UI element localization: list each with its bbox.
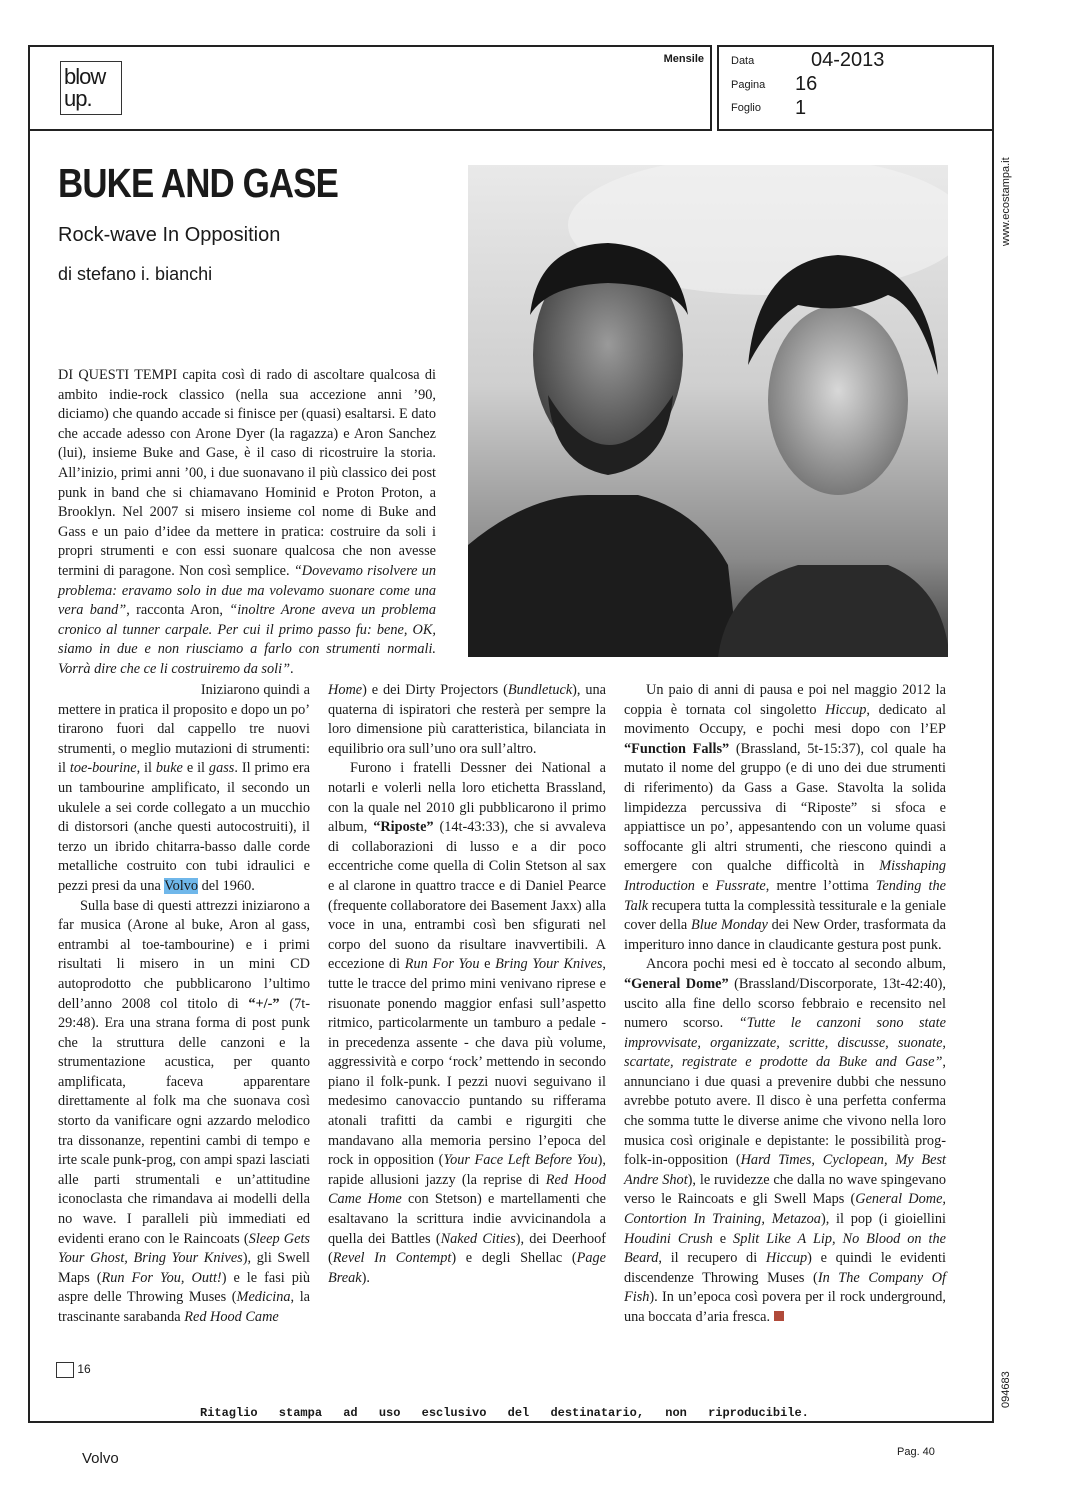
clipping-disclaimer: Ritaglio stampa ad uso esclusivo del destinatario, non riproducibile. [200, 1406, 809, 1420]
page-value: 16 [795, 73, 818, 95]
date-value: 04-2013 [811, 49, 885, 71]
blow-up-logo: blow up. [60, 61, 122, 115]
article-title: BUKE AND GASE [58, 160, 339, 206]
end-mark [774, 1311, 784, 1321]
band-photo [468, 165, 948, 657]
sheet-label: Foglio [731, 102, 761, 114]
footer-page: Pag. 40 [897, 1446, 935, 1458]
highlighted-word: Volvo [164, 877, 199, 894]
clipping-code: 094683 [1000, 1371, 1012, 1408]
article-column-2: Home) e dei Dirty Projectors (Bundletuck), una quaterna di ispiratori che resterà per sempre la loro dimensione più caratteristica, bilanciata in equilibrio ora sull’uno ora sull’altro. Furono i fratelli Dessner dei National a notarli e volerli nella loro etichetta Brassland, con la quale nel 2010 gli pubblicarono il primo album, “Riposte” (14t-43:33), che si avvaleva di collaborazioni di lusso e a dir poco eccentriche come quella di Colin Stetson al sax e al clarone in quattro tracce e di Daniel Pearce (frequente collaboratore dei Basement Jaxx) alla voce in una, entrambi così ben sfigurati nel corpo del suono da risultare inavvertibili. A eccezione di Run For You e Bring Your Knives, tutte le tracce del primo mini venivano riprese e risuonate ponendo maggior enfasi sull’aspetto ritmico, particolarmente un tamburo a pedale - in precedenza assente - che dava più volume, aggressività e corpo ‘rock’ mettendo in secondo piano il folk-punk. I pezzi nuovi seguivano il medesimo canovaccio puntando su rifferama atonali trafitti da cambi e rigurgiti che mandavano alla memoria persino l’epoca del rock in opposition (Your Face Left Before You), rapide allusioni jazzy (la reprise di Red Hood Came Home con Stetson) e martellamenti che esaltavano la scrittura indie avvicinandola a quella dei Battles (Naked Cities), dei Deerhoof (Revel In Contempt) e degli Shellac (Page Break). [328, 682, 607, 1286]
article-byline: di stefano i. bianchi [58, 264, 213, 284]
masthead-box [28, 45, 712, 131]
article-subtitle: Rock-wave In Opposition [58, 224, 281, 246]
band-photo-illustration [468, 165, 948, 657]
page-folio [56, 1362, 91, 1378]
sheet-value: 1 [795, 97, 807, 119]
periodicity-label: Mensile [663, 53, 704, 65]
page-label: Pagina [731, 79, 766, 91]
article-column-1: DI QUESTI TEMPI capita così di rado di ascoltare qualcosa di ambito indie-rock classico (nella sua accezione anni ’90, diciamo) che quando accade si finisce per (quasi) esaltarsi. E dato che accade adesso con Arone Dyer (la ragazza) e Aron Sanchez (lui), insieme Buke and Gase, è il caso di ricostruire la storia. All’inizio, primi anni ’00, i due suonavano il più classico dei post punk in band che si chiamavano Hominid e Proton Proton, a Brooklyn. Nel 2007 si misero insieme col nome di Buke and Gass e un paio d’idee da mettere in pratica: costruire da soli i propri strumenti e con essi suonare qualcosa che non avesse termini di paragone. Non così semplice. “Dovevamo risolvere un problema: eravamo solo in due ma volevamo suonare come una vera band”, racconta Aron, “inoltre Arone aveva un problema cronico al tunner carpale. Per cui il primo passo fu: bene, OK, siamo in due e non riusciamo a farlo con strumenti normali. Vorrà dire che ce li costruiremo da soli”. [58, 367, 436, 677]
article-column-3: Un paio di anni di pausa e poi nel maggio 2012 la coppia è tornata col singoletto Hiccup, dedicato al movimento Occupy, e pochi mesi dopo con l’EP “Function Falls” (Brassland, 5t-15:37), col quale ha mutato il nome del gruppo (e di uno dei due strumenti di riferimento) da Gass a Gase. Stavolta la solida limpidezza percussiva di “Riposte” si sfoca e appiattisce un po’, appesantendo con un volume quasi soffocante gli altri strumenti, che riescono quindi a emergere con qualche difficoltà in Misshaping Introduction e Fussrate, mentre l’ottima Tending the Talk recupera tutta la complessità tessiturale e la geniale cover della Blue Monday dei New Order, trasformata da imperituro inno dance in claudicante gestura post punk. Ancora pochi mesi ed è toccato al secondo album, “General Dome” (Brassland/Discorporate, 13t-42:40), uscito alla fine dello scorso febbraio e recensito nel numero scorso. “Tutte le canzoni sono state improvvisate, organizzate, scritte, discusse, suonate, scartate, registrate e prodotte da Buke and Gase”, annunciano i due quasi a prevenire dubbi che nessuno avrebbe potuto avere. Il disco è una perfetta conferma che somma tutte le diverse anime che vivono nella loro musica così originale e depistante: le possibilità prog-folk-in-opposition (Hard Times, Cyclopean, My Best Andre Shot), le ruvidezze che dalla no wave spingevano verso le Raincoats e gli Swell Maps (General Dome, Contortion In Training, Metazoa), il pop (i gioiellini Houdini Crush e Split Like A Lip, No Blood on the Beard, il recupero di Hiccup) e quindi le evidenti discendenze Throwing Muses (In The Company Of Fish). In un’epoca così povera per il rock underground, una boccata d’aria fresca. [624, 682, 947, 1325]
mini-logo-icon [56, 1362, 74, 1378]
footer-keyword: Volvo [82, 1450, 119, 1467]
article-column-1-continued: Iniziarono quindi a mettere in pratica il proposito e dopo un po’ tirarono fuori dal cappello tre nuovi strumenti, o meglio mutazioni di strumenti: il toe-bourine, il buke e il gass. Il primo era un tambourine amplificato, il secondo un ukulele a sei corde collegato a un mucchio di distorsori (anche questi autocostruiti), il terzo un ibrido chitarra-basso dalle corde metalliche costruito con tubi idraulici e pezzi presi da una Volvo del 1960. Sulla base di questi attrezzi iniziarono a far musica (Arone al buke, Aron al gass, entrambi al toe-tambourine) e i primi risultati li misero in un mini CD autoprodotto che pubblicarono l’ultimo dell’anno 2008 col titolo di “+/-” (7t-29:48). Era una strana forma di post punk che la struttura delle canzoni e la strumentazione acustica, per quanto amplificata, faceva apparentare direttamente al folk ma che suonava così storto da vanificare ogni azzardo melodico tra dissonanze, repentini cambi di tempo e irte scale punk-prog, con ampi spazi lasciati alle parti strumentali e un’attitudine iconoclasta che rimandava ai modelli della no wave. I paralleli più immediati ed evidenti erano con le Raincoats (Sleep Gets Your Ghost, Bring Your Knives), gli Swell Maps (Run For You, Outt!) e le fasi più aspre delle Throwing Muses (Medicina, la trascinante sarabanda Red Hood Came [58, 682, 311, 1325]
date-label: Data [731, 55, 755, 67]
issue-info-box [717, 45, 994, 131]
website-side-text: www.ecostampa.it [1000, 157, 1012, 246]
page-number: 16 [77, 1362, 91, 1377]
